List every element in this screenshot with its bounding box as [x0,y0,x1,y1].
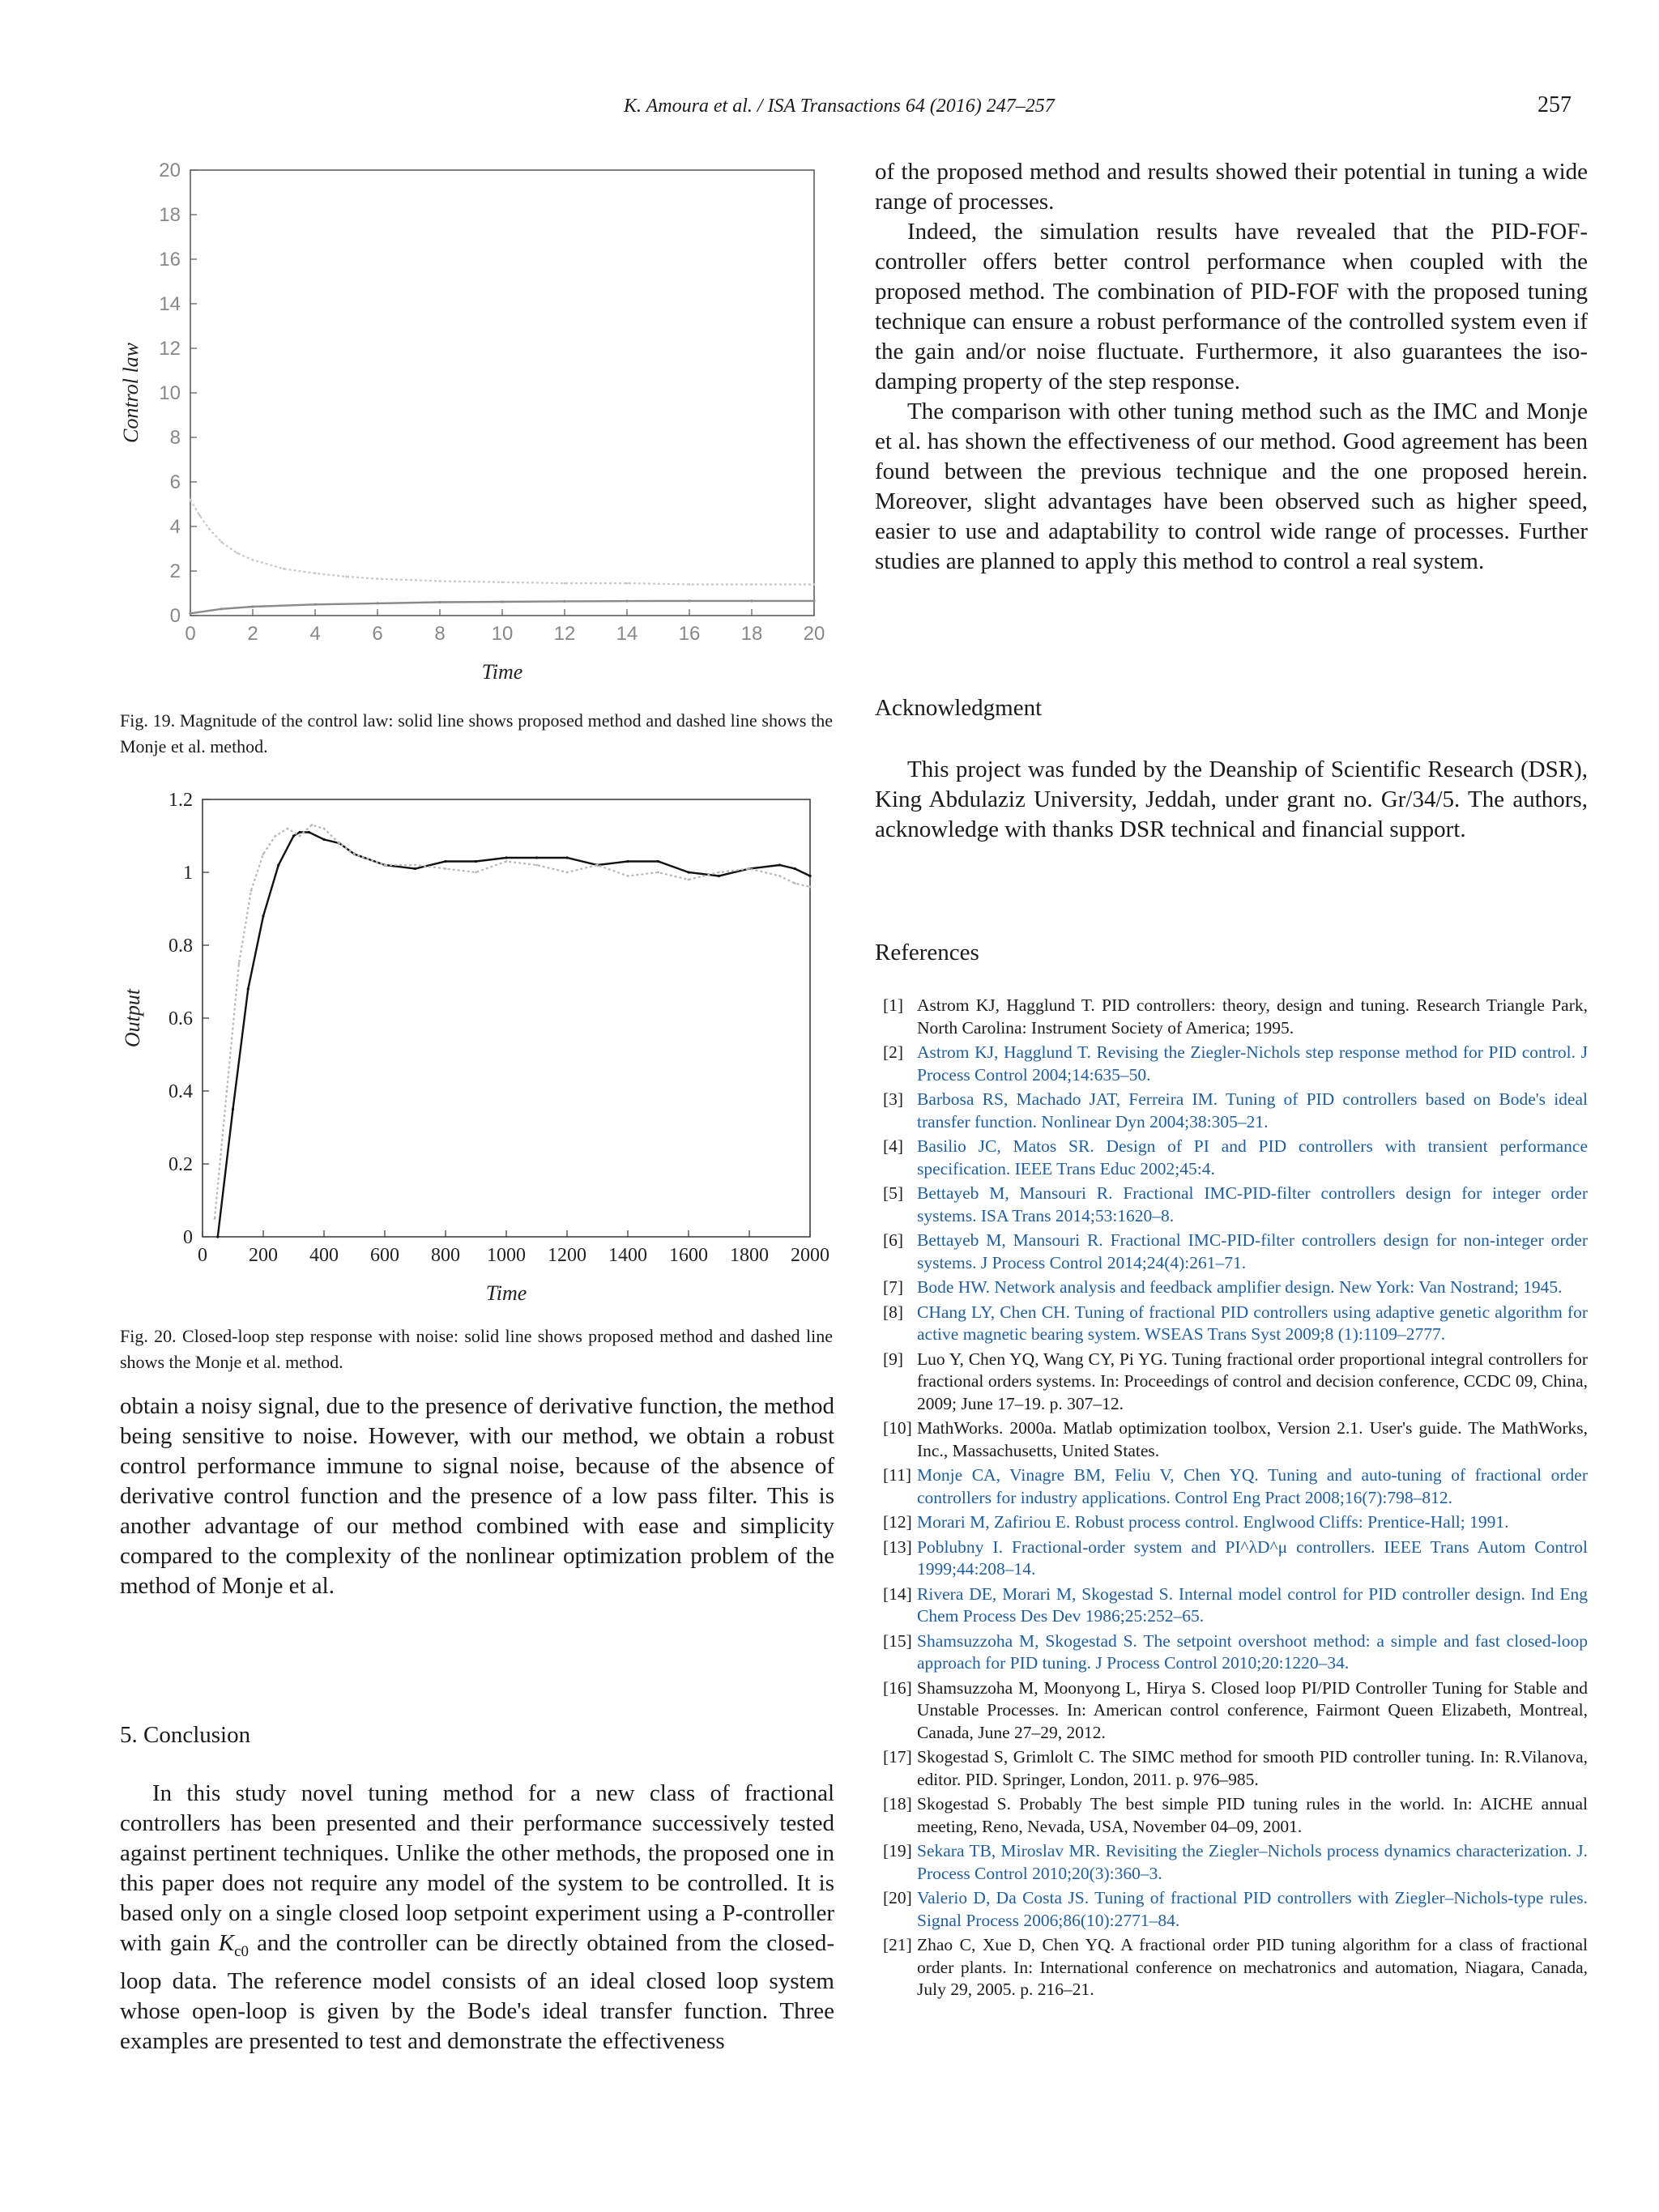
reference-item[interactable] [875,1511,1588,1534]
reference-text: Astrom KJ, Hagglund T. PID controllers: theory, design and tuning. Research Triangle Park, North Carolina: Instrument Society of America; 1995. [917,995,1588,1038]
data-point [226,1090,228,1093]
running-head: K. Amoura et al. / ISA Transactions 64 (2016) 247–257 [624,96,1055,117]
reference-text[interactable]: CHang LY, Chen CH. Tuning of fractional PID controllers using adaptive genetic algorithm for active magnetic bearing system. WSEAS Trans Syst 2009;8 (1):1109–2777. [917,1302,1588,1344]
data-point [208,527,211,530]
reference-text[interactable]: Barbosa RS, Machado JAT, Ferreira IM. Tuning of PID controllers based on Bode's ideal transfer function. Nonlinear Dyn 2004;38:305–21. [917,1089,1588,1132]
data-point [292,834,295,837]
reference-text[interactable]: Bode HW. Network analysis and feedback amplifier design. New York: Van Nostrand; 1945. [917,1277,1563,1297]
right-paragraph-2: Indeed, the simulation results have revealed that the PID-FOF-controller offers better control performance when coupled with the proposed method. The combination of PID-FOF with the proposed tuning technique can ensure a robust performance of the controlled system even if the gain and/or noise fluctuate. Furthermore, it also guarantees the iso-damping property of the step response. [875,219,1588,394]
y-tick-label: 1 [183,863,193,884]
reference-text: Shamsuzzoha M, Moonyong L, Hirya S. Closed loop PI/PID Controller Tuning for Stable and Unstable Processes. In: American control conference, Fairmont Queen Elizabeth, Montreal, Canada, June 27–29, 2012. [917,1677,1588,1742]
reference-text: Skogestad S. Probably The best simple PID tuning rules in the world. In: AICHE annual meeting, Reno, Nevada, USA, November 04–09, 2001. [917,1794,1588,1836]
reference-number: [17] [883,1747,912,1767]
data-point [322,838,325,841]
reference-number: [7] [883,1277,904,1297]
x-tick-label: 4 [309,623,321,645]
data-point [189,612,191,615]
figure-19 [113,158,842,701]
reference-item [875,1934,1588,2001]
data-point [596,864,599,867]
x-tick-label: 2 [247,623,258,645]
data-point [535,856,538,859]
data-point [198,514,201,517]
data-point [287,828,289,830]
data-point [689,583,691,586]
y-tick-label: 12 [159,338,181,360]
right-paragraph-1: of the proposed method and results showed their potential in tuning a wide range of processes. [875,159,1588,215]
reference-number: [21] [883,1935,912,1954]
x-tick-label: 8 [434,623,446,645]
gain-symbol: K [218,1930,235,1956]
series-line-proposed [218,833,810,1238]
data-point [445,867,447,870]
figure-19-chart [113,158,842,701]
reference-number: [19] [883,1841,912,1860]
plot-frame [190,170,814,616]
acknowledgment-heading: Acknowledgment [875,695,1043,721]
reference-text[interactable]: Basilio JC, Matos SR. Design of PI and PID controllers with transient performance specification. IEEE Trans Educ 2002;45:4. [917,1136,1588,1178]
reference-item[interactable] [875,1840,1588,1885]
data-point [377,578,379,580]
reference-text: Zhao C, Xue D, Chen YQ. A fractional order PID tuning algorithm for a class of fractional order plants. In: International conference on mechatronics and automation, Niagara, Canada, July 29, 2005. p. 216–21. [917,1935,1588,1999]
reference-number: [6] [883,1230,904,1250]
y-tick-label: 14 [159,293,181,315]
right-column-body [875,157,1588,577]
reference-number: [3] [883,1089,904,1109]
y-tick-label: 18 [159,204,181,226]
data-point [283,568,285,570]
data-point [748,867,751,870]
y-tick-label: 0.4 [168,1081,193,1102]
x-tick-label: 0 [185,623,196,645]
data-point [535,864,538,867]
y-tick-label: 6 [169,471,181,493]
data-point [501,600,503,603]
data-point [238,962,241,965]
acknowledgment-paragraph: This project was funded by the Deanship of Scientific Research (DSR), King Abdulaziz University, Jeddah, under grant no. Gr/34/5. The authors, acknowledge with thanks DSR technical and financial support. [875,757,1588,842]
x-tick-label: 800 [431,1245,460,1266]
reference-text[interactable]: Valerio D, Da Costa JS. Tuning of fractional PID controllers with Ziegler–Nichols-type rules. Signal Process 2006;86(10):2771–84. [917,1888,1588,1930]
x-tick-label: 20 [803,623,825,645]
data-point [808,875,811,877]
reference-number: [9] [883,1349,904,1369]
conclusion-text-start: In this study novel tuning method for a new class of fractional controllers has been presented and their performance successively tested against pertinent techniques. Unlike the other methods, the proposed one in this paper does not require any model of the system to be controlled. It is based only on a single closed loop setpoint experiment using a P-controller with gain [120,1780,834,1956]
reference-text[interactable]: Monje CA, Vinagre BM, Feliu V, Chen YQ. Tuning and auto-tuning of fractional order controllers for industry applications. Control Eng Pract 2008;16(7):798–812. [917,1465,1588,1507]
plot-frame [203,799,810,1237]
reference-item [875,1349,1588,1416]
data-point [627,875,629,877]
data-point [688,599,690,602]
reference-item[interactable] [875,1276,1588,1299]
reference-item[interactable] [875,1583,1588,1628]
x-tick-label: 600 [370,1245,399,1266]
conclusion-heading: 5. Conclusion [120,1722,251,1748]
y-tick-label: 4 [169,516,181,538]
data-point [338,842,340,845]
data-point [376,602,378,604]
reference-text[interactable]: Bettayeb M, Mansouri R. Fractional IMC-PID-filter controllers design for non-integer order systems. J Process Control 2014;24(4):261–71. [917,1230,1588,1272]
data-point [475,872,477,874]
figure-20-caption: Fig. 20. Closed-loop step response with noise: solid line shows proposed method and dashed line shows the Monje et al. method. [120,1326,833,1372]
reference-number: [2] [883,1042,904,1062]
reference-item[interactable] [875,1630,1588,1675]
figure-20-chart [113,778,842,1304]
data-point [778,875,781,877]
data-point [794,867,796,870]
data-point [214,1217,216,1220]
reference-number: [10] [883,1418,912,1438]
data-point [313,603,316,606]
x-tick-label: 18 [740,623,763,645]
reference-text[interactable]: Sekara TB, Miroslav MR. Revisiting the Ziegler–Nichols process dynamics characterization. J. Process Control 2010;20(3):360–3. [917,1841,1588,1883]
data-point [750,599,753,602]
data-point [438,601,441,603]
reference-number: [16] [883,1677,912,1698]
reference-text: MathWorks. 2000a. Matlab optimization toolbox, Version 2.1. User's guide. The MathWorks, Inc., Massachusetts, United States. [917,1418,1588,1460]
data-point [323,828,326,830]
reference-item[interactable] [875,1042,1588,1086]
conclusion-text-end: and the controller can be directly obtained from the closed-loop data. The reference model consists of an ideal closed loop system whose open-loop is given by the Bode's ideal transfer function. Three examples are presented to test and demonstrate the effectiveness [120,1930,834,2054]
reference-number: [4] [883,1136,904,1156]
reference-text[interactable]: Poblubny I. Fractional-order system and PI^λD^μ controllers. IEEE Trans Autom Control 1999;44:208–14. [917,1536,1588,1579]
reference-item[interactable] [875,1089,1588,1133]
data-point [657,872,659,874]
y-axis-label: Control law [119,342,143,444]
data-point [718,872,720,874]
reference-item [875,1417,1588,1462]
x-tick-label: 16 [678,623,701,645]
x-tick-label: 400 [309,1245,339,1266]
data-point [275,835,277,837]
reference-item[interactable] [875,1536,1588,1581]
series-line-monje [215,825,810,1219]
data-point [751,583,753,586]
data-point [414,867,416,870]
data-point [220,607,223,610]
data-point [262,914,264,917]
data-point [778,863,781,866]
y-tick-label: 20 [159,160,181,181]
reference-text[interactable]: Astrom KJ, Hagglund T. Revising the Ziegler-Nichols step response method for PID control. J Process Control 2004;14:635–50. [917,1042,1588,1085]
data-point [626,860,629,863]
data-point [308,831,310,833]
gain-subscript: c0 [234,1942,249,1960]
data-point [563,600,565,603]
data-point [298,831,301,833]
reference-item [875,995,1588,1039]
reference-text[interactable]: Shamsuzzoha M, Skogestad S. The setpoint overshoot method: a simple and fast closed-loop approach for PID tuning. J Process Control 2010;20:1220–34. [917,1630,1588,1673]
y-tick-label: 0.6 [168,1008,193,1029]
data-point [444,860,446,863]
reference-text: Luo Y, Chen YQ, Wang CY, Pi YG. Tuning fractional order proportional integral controllers for fractional orders systems. In: Proceedings of control and decision conference, CCDC 09, China, 2009; June 17–19. p. 307–12. [917,1349,1588,1413]
data-point [220,541,223,543]
reference-number: [1] [883,995,904,1015]
reference-number: [8] [883,1302,904,1322]
data-point [439,580,441,582]
reference-item[interactable] [875,1302,1588,1346]
reference-number: [15] [883,1630,912,1651]
data-point [190,499,192,501]
data-point [251,605,254,607]
data-point [501,581,504,583]
x-tick-label: 1200 [548,1245,586,1266]
x-tick-label: 6 [372,623,383,645]
reference-number: [20] [883,1888,912,1907]
data-point [384,864,386,867]
x-tick-label: 2000 [791,1245,830,1266]
x-tick-label: 14 [616,623,638,645]
reference-item [875,1677,1588,1745]
data-point [475,860,477,863]
references-heading: References [875,940,979,965]
y-tick-label: 1.2 [168,790,193,811]
reference-number: [13] [883,1536,912,1557]
y-tick-label: 0 [169,605,181,627]
series-line-monje [190,500,814,585]
data-point [345,576,348,578]
left-column-paragraph [120,1392,834,1601]
figure-20 [113,778,842,1304]
data-point [813,583,816,586]
data-point [299,835,301,837]
reference-text: Skogestad S, Grimlolt C. The SIMC method for smooth PID controller tuning. In: R.Vilanova, editor. PID. Springer, London, 2011. p. 976–985. [917,1747,1588,1789]
data-point [626,582,629,585]
x-tick-label: 10 [491,623,514,645]
x-tick-label: 1600 [669,1245,708,1266]
data-point [687,871,689,873]
reference-item[interactable] [875,1183,1588,1227]
page-number: 257 [1537,92,1572,117]
data-point [250,889,253,892]
x-tick-label: 0 [198,1245,207,1266]
data-point [216,1235,219,1238]
data-point [262,853,265,855]
data-point [794,882,796,884]
reference-item[interactable] [875,1887,1588,1932]
conclusion-text [120,1779,834,2056]
x-axis-label: Time [485,1281,527,1304]
reference-text[interactable]: Rivera DE, Morari M, Skogestad S. Internal model control for PID controller design. Ind Eng Chem Process Des Dev 1986;25:252–65. [917,1583,1588,1626]
y-tick-label: 0 [183,1227,193,1248]
reference-text[interactable]: Morari M, Zafiriou E. Robust process control. Englwood Cliffs: Prentice-Hall; 1991. [917,1512,1509,1532]
reference-number: [18] [883,1794,912,1813]
reference-item[interactable] [875,1136,1588,1180]
x-tick-label: 1400 [608,1245,647,1266]
data-point [505,860,508,863]
data-point [314,572,317,574]
reference-text[interactable]: Bettayeb M, Mansouri R. Fractional IMC-PID-filter controllers design for integer order systems. ISA Trans 2014;53:1620–8. [917,1183,1588,1225]
reference-item [875,1746,1588,1791]
y-tick-label: 2 [169,560,181,582]
reference-list [875,995,1588,2004]
reference-number: [5] [883,1183,904,1203]
conclusion-paragraph [120,1779,834,2056]
y-tick-label: 8 [169,427,181,449]
data-point [565,856,568,859]
y-tick-label: 0.2 [168,1154,193,1175]
reference-number: [12] [883,1512,912,1532]
data-point [232,1108,234,1110]
data-point [809,886,812,889]
data-point [566,872,569,874]
y-tick-label: 16 [159,249,181,271]
body-paragraph: obtain a noisy signal, due to the presence of derivative function, the method being sensitive to noise. However, with our method, we obtain a robust control performance immune to signal noise, because of the absence of derivative control function and the presence of a low pass filter. This is another advantage of our method combined with ease and simplicity compared to the complexity of the nonlinear optimization problem of the method of Monje et al. [120,1393,834,1599]
data-point [812,599,815,602]
acknowledgment-text [875,755,1588,845]
x-axis-label: Time [481,660,523,684]
page-header [122,92,1578,128]
x-tick-label: 1800 [730,1245,769,1266]
data-point [505,856,507,859]
x-tick-label: 12 [553,623,576,645]
reference-number: [14] [883,1583,912,1604]
data-point [252,559,254,561]
data-point [625,600,628,603]
reference-item [875,1793,1588,1838]
data-point [311,824,313,826]
right-paragraph-3: The comparison with other tuning method such as the IMC and Monje et al. has shown the effectiveness of our method. Good agreement has been found between the previous technique and the one proposed herein. Moreover, slight advantages have been observed such as higher speed, easier to use and adaptability to control wide range of processes. Further studies are planned to apply this method to control a real system. [875,399,1588,574]
x-tick-label: 1000 [487,1245,526,1266]
reference-item[interactable] [875,1230,1588,1274]
data-point [277,863,279,866]
figure-19-caption: Fig. 19. Magnitude of the control law: solid line shows proposed method and dashed line shows the Monje et al. method. [120,710,833,757]
y-tick-label: 0.8 [168,936,193,957]
y-axis-label: Output [121,988,144,1048]
data-point [657,860,659,863]
reference-item[interactable] [875,1464,1588,1509]
data-point [688,879,690,881]
data-point [718,875,720,877]
data-point [353,853,356,855]
data-point [247,987,249,990]
y-tick-label: 10 [159,382,181,404]
data-point [564,582,566,585]
data-point [236,552,238,555]
x-tick-label: 200 [249,1245,278,1266]
data-point [414,864,416,867]
reference-number: [11] [883,1465,912,1485]
